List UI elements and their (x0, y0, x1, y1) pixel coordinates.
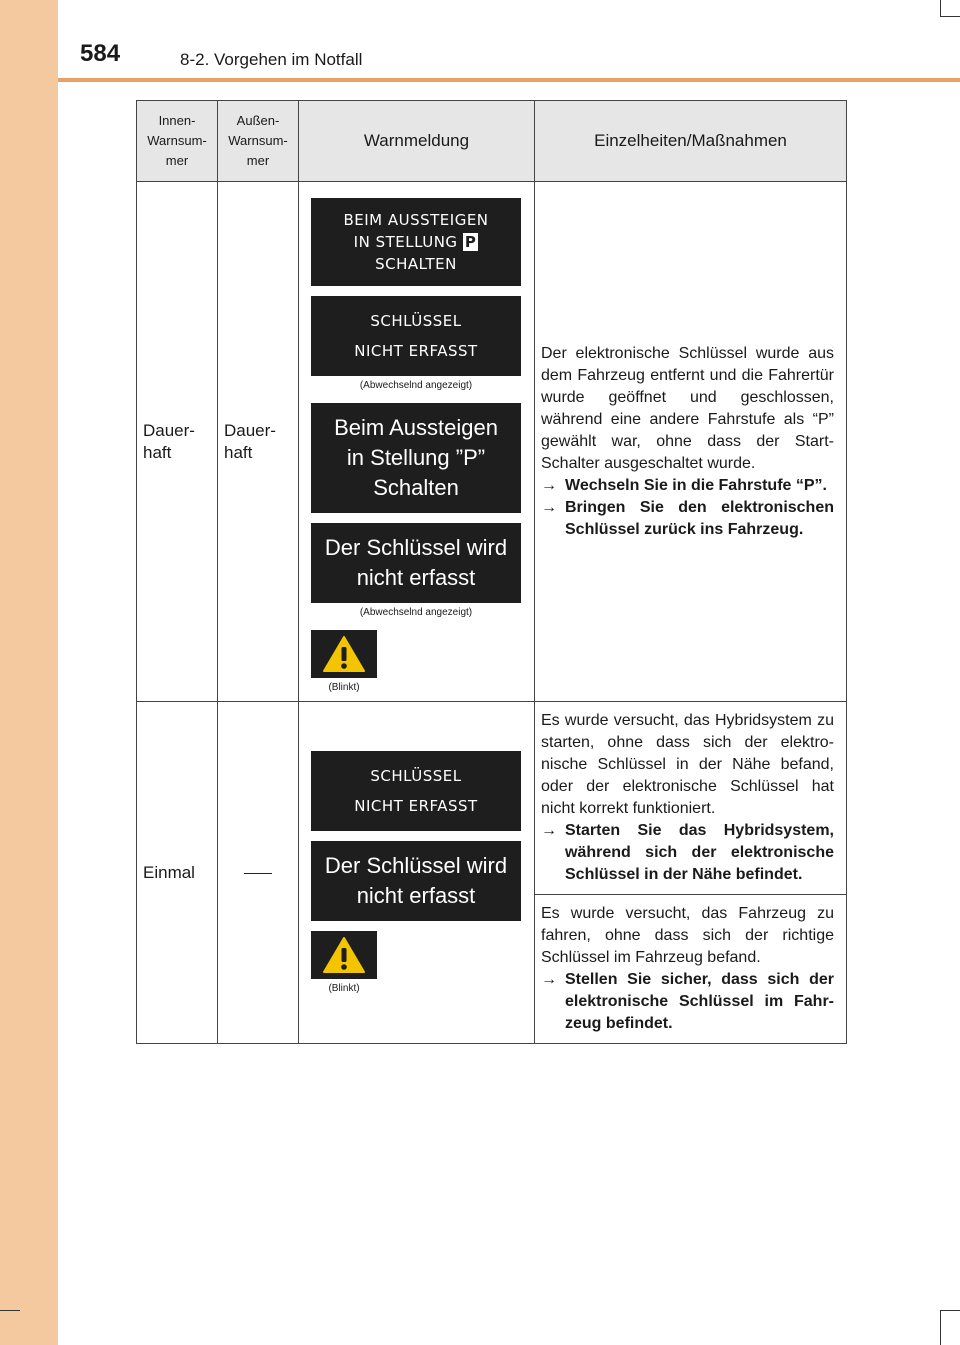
table-row (137, 702, 847, 895)
header-details: Einzelheiten/Maßnahmen (535, 101, 847, 182)
warning-triangle-icon (322, 936, 366, 974)
warning-light (311, 931, 377, 979)
alternating-note: (Abwechselnd angezeigt) (359, 380, 473, 391)
action-text: Starten Sie das Hybridsystem, während sich der elektronische Schlüssel in der Nähe befindet. (565, 822, 834, 883)
page-number: 584 (80, 40, 121, 67)
header-outer-buzzer: Außen- Warnsum- mer (218, 101, 299, 182)
table-header-row (137, 101, 847, 182)
p-indicator: P (464, 233, 477, 251)
alternating-note: (Abwechselnd angezeigt) (359, 607, 473, 618)
details-cell (535, 895, 847, 1044)
display-text-line (354, 231, 479, 253)
action-text: Bringen Sie den elektronischen Schlüssel zurück ins Fahrzeug. (565, 498, 834, 538)
outer-buzzer-cell (218, 702, 299, 1044)
warning-message-cell (299, 182, 535, 702)
header-rule (58, 78, 960, 82)
arrow-icon: → (541, 498, 557, 516)
display-msg-shift-p: Beim Aussteigen in Stellung ”P” Schalten (311, 403, 521, 513)
table-row (137, 182, 847, 702)
details-cell (535, 182, 847, 702)
display-text: IN STELLUNG (353, 233, 458, 251)
section-title: 8-2. Vorgehen im Notfall (180, 50, 363, 69)
display-msg-key-not-detected: Der Schlüssel wird nicht erfasst (311, 523, 521, 603)
warning-table (136, 100, 847, 1044)
display-text-line: BEIM AUSSTEIGEN (343, 211, 489, 229)
warning-message-cell (299, 702, 535, 1044)
crop-mark (940, 0, 941, 16)
action-text: Stellen Sie sicher, dass sich der elektronische Schlüssel im Fahr-zeug befindet. (565, 971, 834, 1032)
display-msg-key-not-detected-caps: SCHLÜSSEL NICHT ERFASST (311, 751, 521, 831)
arrow-icon: → (541, 476, 557, 494)
action-text: Wechseln Sie in die Fahrstufe “P”. (565, 476, 827, 494)
header-warning-message: Warnmeldung (299, 101, 535, 182)
header-inner-buzzer: Innen- Warnsum- mer (137, 101, 218, 182)
action-item (541, 820, 834, 886)
page-sidebar (0, 0, 58, 1345)
outer-buzzer-cell: Dauer- haft (218, 182, 299, 702)
crop-mark (940, 16, 960, 17)
details-description: Es wurde versucht, das Fahrzeug zu fahren, ohne dass sich der richtige Schlüssel im Fahrzeug befand. (541, 905, 834, 966)
action-item (541, 969, 834, 1035)
crop-mark (940, 1310, 941, 1345)
crop-mark (940, 1310, 960, 1311)
details-description: Es wurde versucht, das Hybridsystem zu starten, ohne dass sich der elektro-nische Schlüssel in der Nähe befand, oder der elektronische Schlüssel hat nicht korrekt funktioniert. (541, 712, 834, 817)
warning-triangle-icon (322, 635, 366, 673)
inner-buzzer-cell: Einmal (137, 702, 218, 1044)
blink-note: (Blinkt) (328, 682, 360, 693)
warning-light (311, 630, 377, 678)
arrow-icon: → (541, 822, 557, 839)
details-cell (535, 702, 847, 895)
dash-mark (244, 873, 272, 874)
details-description: Der elektronische Schlüssel wurde aus dem Fahrzeug entfernt und die Fahrertür wurde geöffnet und geschlossen, während eine andere Fahrstufe als “P” gewählt war, ohne dass der Start-Schalter ausgeschaltet wurde. (541, 344, 834, 472)
display-msg-shift-p-caps (311, 198, 521, 286)
blink-note: (Blinkt) (328, 983, 360, 994)
action-item (541, 475, 834, 497)
display-msg-key-not-detected: Der Schlüssel wird nicht erfasst (311, 841, 521, 921)
crop-mark (0, 1310, 20, 1311)
display-text-line: SCHALTEN (375, 255, 457, 273)
inner-buzzer-cell: Dauer- haft (137, 182, 218, 702)
action-item (541, 497, 834, 541)
arrow-icon: → (541, 971, 557, 988)
display-msg-key-not-detected-caps: SCHLÜSSEL NICHT ERFASST (311, 296, 521, 376)
